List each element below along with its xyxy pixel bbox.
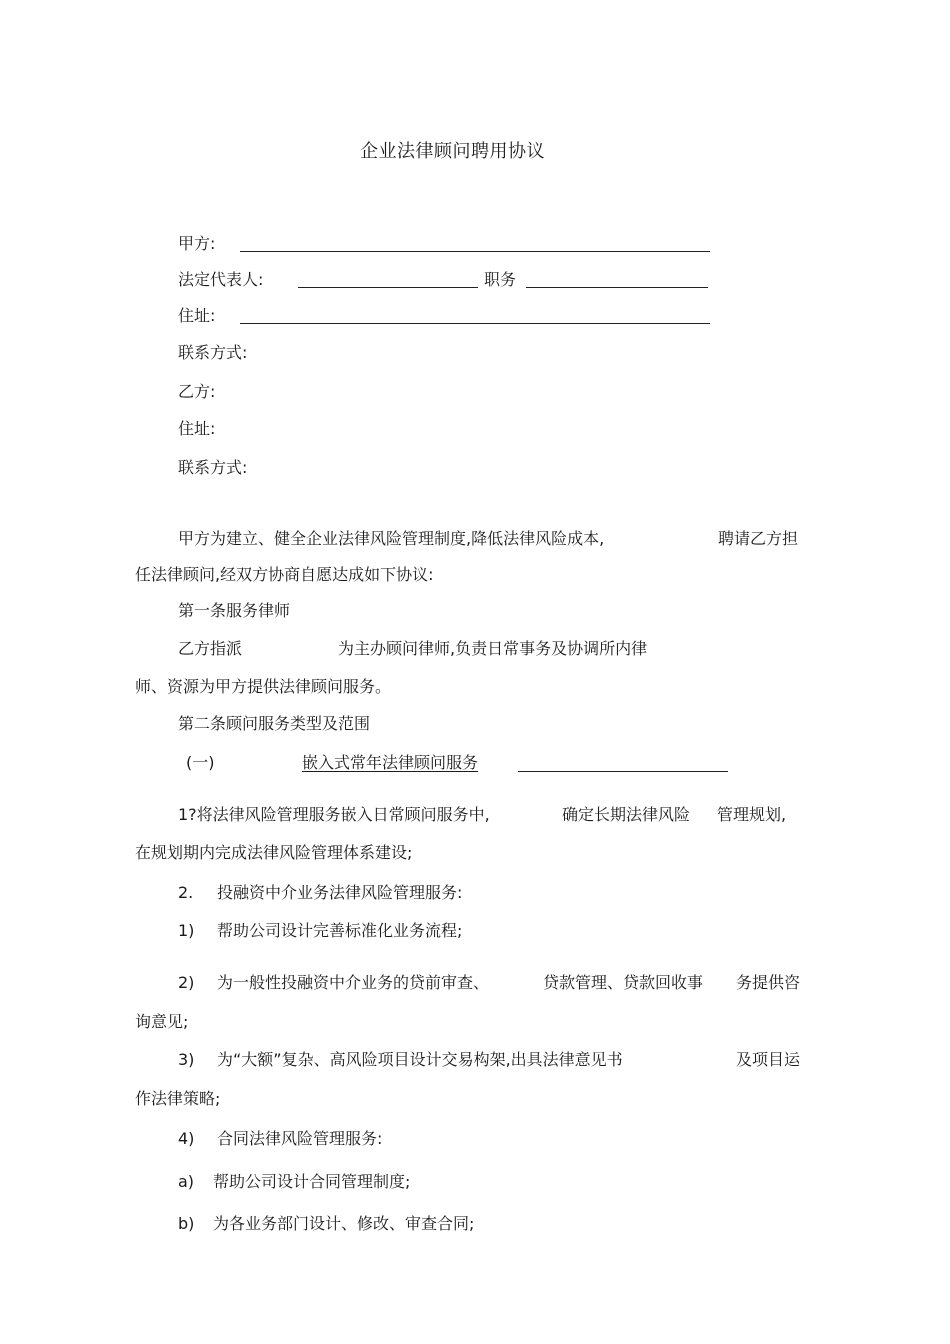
sub2-text-a: 为一般性投融资中介业务的贷前审查、	[217, 973, 490, 992]
item1-line2: 在规划期内完成法律风险管理体系建设;	[135, 843, 413, 862]
sub2-text-c: 务提供咨	[736, 973, 801, 992]
intro-line2: 任法律顾问,经双方协商自愿达成如下协议:	[135, 565, 434, 584]
sub1-number: 1)	[178, 921, 195, 940]
article2-heading: 第二条顾问服务类型及范围	[178, 714, 371, 733]
party-a-address-label: 住址:	[178, 306, 216, 325]
sub4-text: 合同法律风险管理服务:	[217, 1129, 383, 1148]
article1-line1-b: 为主办顾问律师,负责日常事务及协调所内律	[338, 639, 648, 658]
section1-title-text: 嵌入式常年法律顾问服务	[302, 753, 479, 772]
sub2-text-b: 贷款管理、贷款回收事	[543, 973, 704, 992]
document-title: 企业法律顾问聘用协议	[360, 141, 545, 162]
intro-line1-a: 甲方为建立、健全企业法律风险管理制度,降低法律风险成本,	[178, 529, 605, 548]
sub3-text-a: 为“大额”复杂、高风险项目设计交易构架,出具法律意见书	[217, 1050, 623, 1069]
sub2-line2: 询意见;	[135, 1012, 189, 1031]
article1-heading: 第一条服务律师	[178, 601, 291, 620]
item1-line1-a: 1?将法律风险管理服务嵌入日常顾问服务中,	[178, 805, 490, 824]
sub1-text: 帮助公司设计完善标准化业务流程;	[217, 921, 463, 940]
article1-line1-a: 乙方指派	[178, 639, 243, 658]
legal-rep-blank-line	[298, 287, 478, 288]
party-a-address-blank-line	[240, 323, 710, 324]
legal-rep-label: 法定代表人:	[178, 270, 264, 289]
party-b-contact-label: 联系方式:	[178, 458, 248, 477]
sub3-line2: 作法律策略;	[135, 1089, 221, 1108]
sub-b-number: b)	[178, 1214, 195, 1233]
party-b-address-label: 住址:	[178, 419, 216, 438]
position-blank-line	[526, 287, 708, 288]
section1-blank-line	[518, 771, 728, 772]
party-a-label: 甲方:	[178, 234, 216, 253]
party-a-blank-line	[240, 251, 710, 252]
sub-b-text: 为各业务部门设计、修改、审查合同;	[213, 1214, 475, 1233]
sub-a-number: a)	[178, 1172, 195, 1191]
item2-text: 投融资中介业务法律风险管理服务:	[217, 883, 463, 902]
section1-number: (一)	[186, 753, 215, 772]
party-b-label: 乙方:	[178, 382, 216, 401]
party-a-contact-label: 联系方式:	[178, 343, 248, 362]
article1-line2: 师、资源为甲方提供法律顾问服务。	[135, 677, 392, 696]
position-label: 职务	[484, 270, 517, 289]
section1-title	[262, 752, 492, 774]
intro-line1-b: 聘请乙方担	[718, 529, 799, 548]
sub3-number: 3)	[178, 1050, 195, 1069]
sub3-text-b: 及项目运	[736, 1050, 801, 1069]
item1-line1-c: 管理规划,	[717, 805, 787, 824]
sub4-number: 4)	[178, 1129, 195, 1148]
item2-number: 2.	[178, 883, 194, 902]
item1-line1-b: 确定长期法律风险	[562, 805, 691, 824]
sub2-number: 2)	[178, 973, 195, 992]
sub-a-text: 帮助公司设计合同管理制度;	[213, 1172, 411, 1191]
